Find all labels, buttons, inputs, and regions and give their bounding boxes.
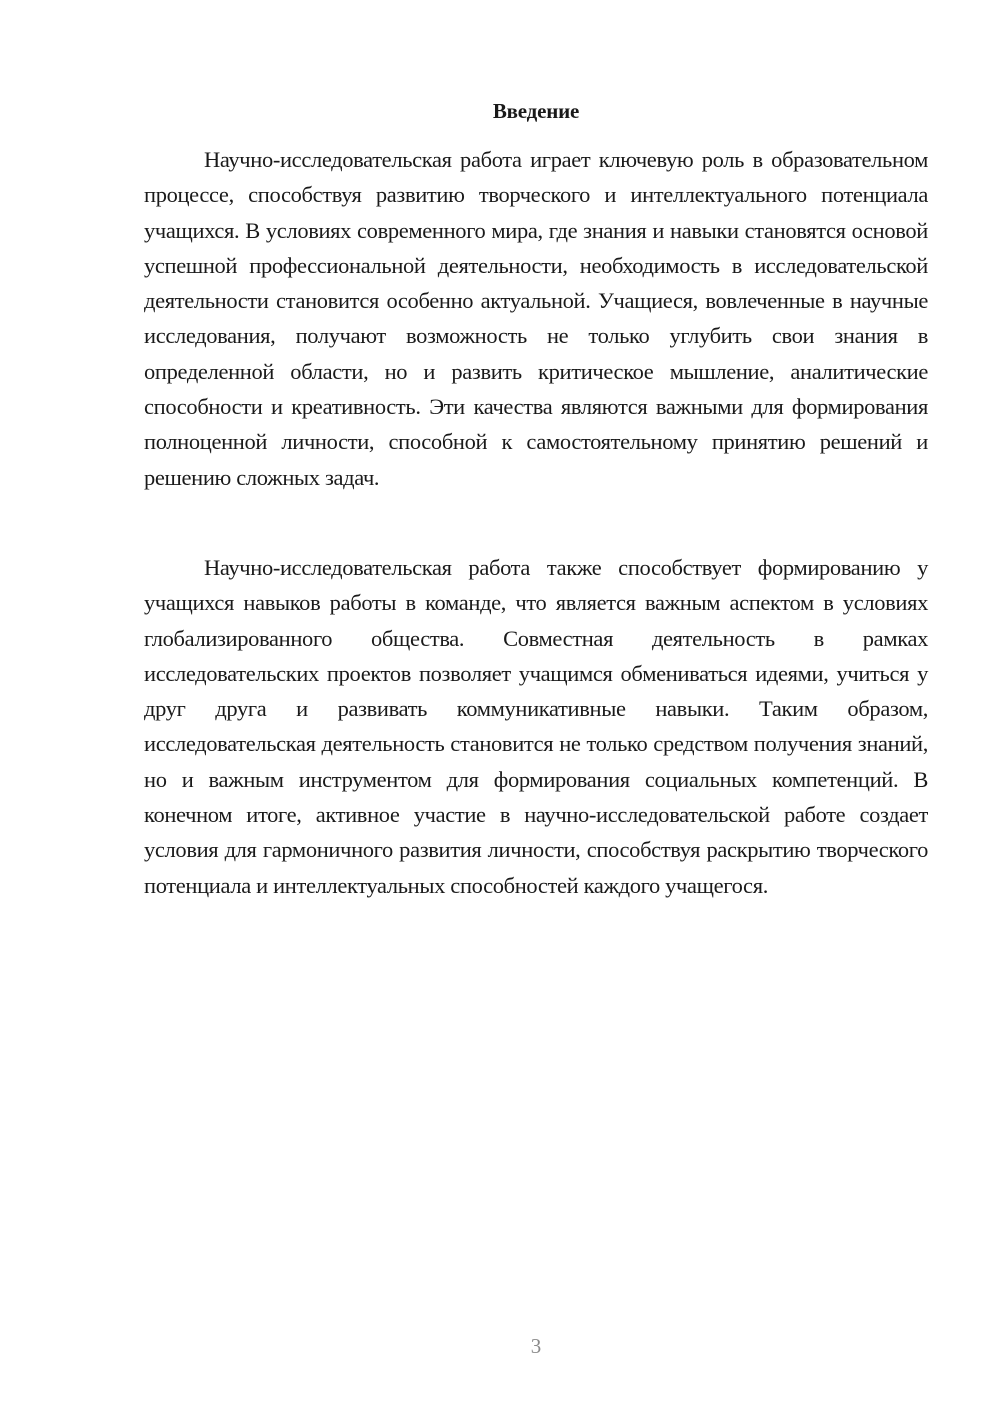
paragraph-2-container: [144, 550, 928, 903]
page-number: 3: [530, 1334, 542, 1358]
paragraph-1-container: [144, 142, 928, 495]
paragraph-2: Научно-исследовательская работа также способствует формированию у учащихся навыков работы в команде, что является важным аспектом в условиях глобализированного общества. Совместная деятельность в рамках исследовательских проектов позволяет учащимся обмениваться идеями, учиться у друг друга и развивать коммуникативные навыки. Таким образом, исследовательская деятельность становится не только средством получения знаний, но и важным инструментом для формирования социальных компетенций. В конечном итоге, активное участие в научно-исследовательской работе создает условия для гармоничного развития личности, способствуя раскрытию творческого потенциала и интеллектуальных способностей каждого учащегося.: [144, 555, 928, 898]
section-heading: Введение: [492, 99, 580, 123]
paragraph-1: Научно-исследовательская работа играет ключевую роль в образовательном процессе, способствуя развитию творческого и интеллектуального потенциала учащихся. В условиях современного мира, где знания и навыки становятся основой успешной профессиональной деятельности, необходимость в исследовательской деятельности становится особенно актуальной. Учащиеся, вовлеченные в научные исследования, получают возможность не только углубить свои знания в определенной области, но и развить критическое мышление, аналитические способности и креативность. Эти качества являются важными для формирования полноценной личности, способной к самостоятельному принятию решений и решению сложных задач.: [144, 147, 928, 490]
